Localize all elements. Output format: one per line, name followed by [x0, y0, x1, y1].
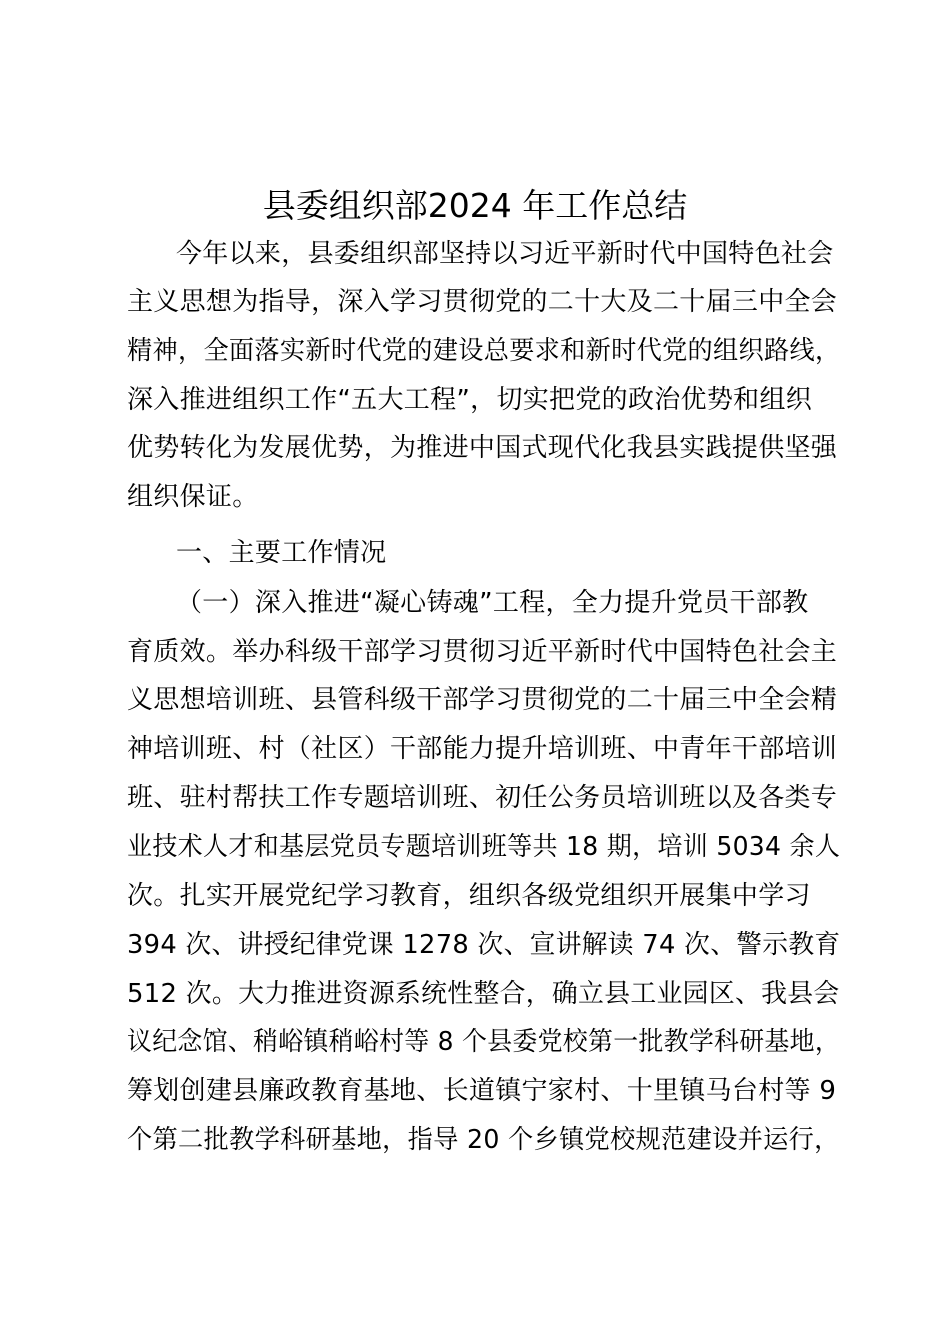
- paragraph-2-line-8: 394 次、讲授纪律党课 1278 次、宣讲解读 74 次、警示教育: [127, 930, 841, 960]
- paragraph-1-line-6: 组织保证。: [127, 482, 259, 512]
- paragraph-2-line-10: 议纪念馆、稍峪镇稍峪村等 8 个县委党校第一批教学科研基地，: [127, 1027, 841, 1057]
- paragraph-1-line-3: 精神，全面落实新时代党的建设总要求和新时代党的组织路线，: [127, 336, 841, 366]
- paragraph-1-line-5: 优势转化为发展优势，为推进中国式现代化我县实践提供坚强: [127, 433, 838, 463]
- paragraph-1-line-1: 今年以来，县委组织部坚持以习近平新时代中国特色社会: [176, 239, 834, 269]
- paragraph-1-line-4: 深入推进组织工作“五大工程”，切实把党的政治优势和组织: [127, 385, 813, 415]
- paragraph-2-line-4: 神培训班、村（社区）干部能力提升培训班、中青年干部培训: [127, 734, 838, 764]
- paragraph-1-line-2: 主义思想为指导，深入学习贯彻党的二十大及二十届三中全会: [127, 287, 838, 317]
- paragraph-2-line-9: 512 次。大力推进资源系统性整合，确立县工业园区、我县会: [127, 979, 840, 1009]
- paragraph-2-line-2: 育质效。举办科级干部学习贯彻习近平新时代中国特色社会主: [127, 637, 838, 667]
- paragraph-2-line-3: 义思想培训班、县管科级干部学习贯彻党的二十届三中全会精: [127, 685, 838, 715]
- section-heading: 一、主要工作情况: [176, 538, 387, 568]
- paragraph-2-line-1: （一）深入推进“凝心铸魂”工程，全力提升党员干部教: [176, 588, 809, 618]
- paragraph-2-line-12: 个第二批教学科研基地，指导 20 个乡镇党校规范建设并运行，: [127, 1125, 840, 1155]
- paragraph-2-line-11: 筹划创建县廉政教育基地、长道镇宁家村、十里镇马台村等 9: [127, 1076, 837, 1106]
- paragraph-2-line-6: 业技术人才和基层党员专题培训班等共 18 期，培训 5034 余人: [127, 832, 841, 862]
- paragraph-2-line-7: 次。扎实开展党纪学习教育，组织各级党组织开展集中学习: [127, 881, 811, 911]
- document-title: 县委组织部2024 年工作总结: [262, 186, 688, 225]
- paragraph-2-line-5: 班、驻村帮扶工作专题培训班、初任公务员培训班以及各类专: [127, 783, 838, 813]
